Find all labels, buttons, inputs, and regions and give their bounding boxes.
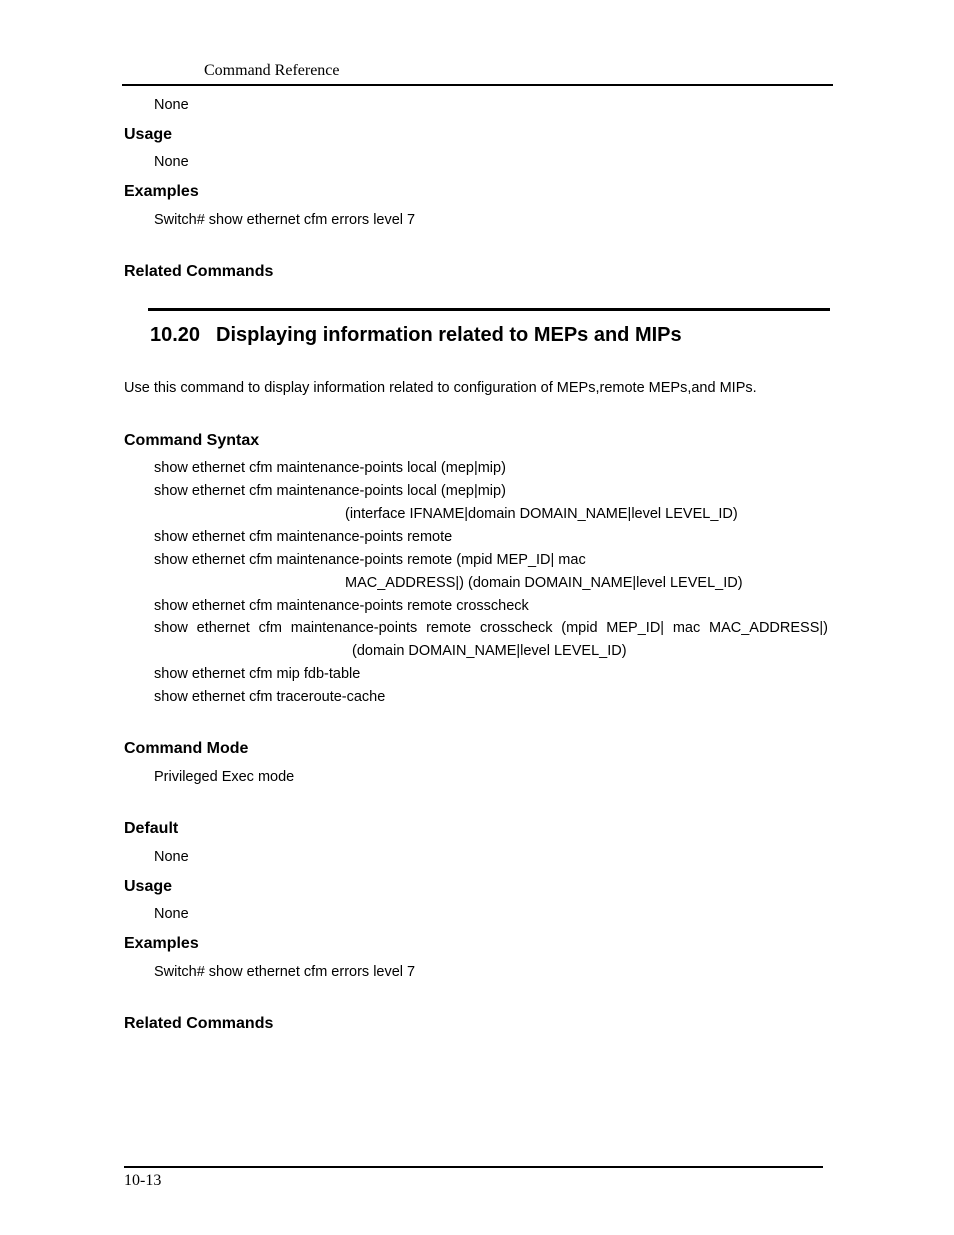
prev-usage-value: None — [154, 154, 189, 170]
prev-default-value: None — [154, 97, 189, 113]
prev-related-heading: Related Commands — [124, 263, 274, 280]
usage-heading: Usage — [124, 878, 173, 895]
example-command: Switch# show ethernet cfm errors level 7 — [154, 964, 416, 980]
syntax-line: show ethernet cfm traceroute-cache — [154, 689, 386, 705]
syntax-line: show ethernet cfm maintenance-points remote crosscheck — [154, 598, 529, 614]
running-header: Command Reference — [204, 62, 340, 79]
syntax-line: show ethernet cfm mip fdb-table — [154, 666, 361, 682]
section-intro: Use this command to display information related to configuration of MEPs,remote MEPs,and MIPs. — [124, 380, 757, 396]
syntax-line: (interface IFNAME|domain DOMAIN_NAME|level LEVEL_ID) — [345, 506, 738, 522]
syntax-line: show ethernet cfm maintenance-points remote crosscheck (mpid MEP_ID| mac MAC_ADDRESS|) — [154, 620, 828, 636]
examples-heading: Examples — [124, 935, 199, 952]
syntax-line: show ethernet cfm maintenance-points remote — [154, 529, 453, 545]
mode-heading: Command Mode — [124, 740, 249, 757]
header-rule — [122, 84, 833, 86]
footer-rule — [124, 1166, 823, 1168]
syntax-line: MAC_ADDRESS|) (domain DOMAIN_NAME|level LEVEL_ID) — [345, 575, 743, 591]
mode-value: Privileged Exec mode — [154, 769, 295, 785]
page-number: 10-13 — [124, 1172, 162, 1189]
syntax-line: show ethernet cfm maintenance-points local (mep|mip) — [154, 483, 506, 499]
syntax-line: show ethernet cfm maintenance-points remote (mpid MEP_ID| mac — [154, 552, 586, 568]
section-title — [150, 324, 682, 347]
prev-examples-heading: Examples — [124, 183, 199, 200]
prev-usage-heading: Usage — [124, 126, 173, 143]
related-heading: Related Commands — [124, 1015, 274, 1032]
section-title-text: Displaying information related to MEPs and MIPs — [216, 324, 682, 346]
default-value: None — [154, 849, 189, 865]
section-number: 10.20 — [150, 324, 201, 346]
syntax-heading: Command Syntax — [124, 432, 260, 449]
usage-value: None — [154, 906, 189, 922]
syntax-line: (domain DOMAIN_NAME|level LEVEL_ID) — [352, 643, 627, 659]
default-heading: Default — [124, 820, 179, 837]
prev-example: Switch# show ethernet cfm errors level 7 — [154, 212, 416, 228]
section-rule — [148, 308, 830, 311]
syntax-line: show ethernet cfm maintenance-points local (mep|mip) — [154, 460, 506, 476]
